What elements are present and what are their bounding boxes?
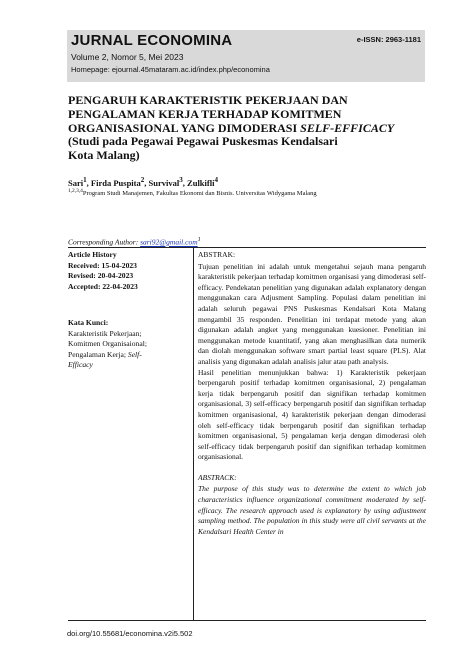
issn: e-ISSN: 2963-1181 bbox=[356, 35, 421, 44]
corresponding-email-link[interactable]: sari92@gmail.com bbox=[140, 237, 198, 247]
article-title bbox=[68, 94, 428, 163]
author-name: Survival bbox=[148, 177, 180, 188]
author-list: Sari$^1$, Firda Puspita$^2$, Survival$^3$, Zulkifli$^4$ bbox=[68, 176, 218, 188]
keywords-heading: Kata Kunci: bbox=[68, 318, 109, 327]
title-line: PENGARUH KARAKTERISTIK PEKERJAAN DAN bbox=[68, 93, 348, 107]
article-history bbox=[68, 250, 190, 292]
title-subtitle: (Studi pada Pegawai Pegawai Puskesmas Kendalsari bbox=[68, 134, 338, 149]
title-line-italic: SELF-EFFICACY bbox=[300, 120, 395, 135]
author-name: Sari bbox=[68, 177, 84, 188]
author-name: Firda Puspita bbox=[90, 177, 141, 188]
spacer bbox=[198, 463, 426, 473]
homepage-info: Homepage: ejournal.45mataram.ac.id/index.php/economina bbox=[71, 65, 270, 74]
abstract-paragraph: Hasil penelitian menunjukkan bahwa: 1) Karakteristik pekerjaan berpengaruh positif terhadap komitmen organisasional, 2) pengalaman kerja tidak berpengaruh positif dan signifikan terhadap komitmen organisasional, 3) self-efficacy berpengaruh positif dan signifikan terhadap komitmen organisasional, 4) karakteristik pekerjaan dengan dimoderasi oleh self-efficacy tidak berpengaruh positif dan signifikan terhadap komitmen organisasional, 5) pengalaman kerja dengan dimoderasi oleh self-efficacy tidak berpengaruh positif dan signifikan terhadap komitmen organisasional. bbox=[198, 367, 426, 462]
keyword: Pengalaman Kerja; bbox=[68, 349, 128, 359]
abstract-paragraph: Tujuan penelitian ini adalah untuk mengetahui sejauh mana pengaruh karakteristik pekerjaan terhadap komitmen organisasi yang dimoderasi self-efficacy. Pendekatan penelitian yang digunakan adalah explanatory dengan menggunakan cara Adjusment Sampling. Populasi dalam penelitian ini adalah seluruh pegawai PNS Puskesmas Kendalsari Kota Malang mengambil 35 responden. Penelitian ini terdapat metode yang akan digunakan adalah angket yang menggunakan kuesioner. Penelitian ini menggunakan metode kuantitatif, yang akan menghasilkan data numerik dan diolah menggunakan software smart partial least square (PLS). Alat analisis yang digunakan adalah analisis jalur atau path analysis. bbox=[198, 261, 426, 366]
doi-link[interactable]: doi.org/10.55681/economina.v2i5.502 bbox=[67, 629, 193, 638]
abstract-column bbox=[198, 250, 426, 537]
journal-name: JURNAL ECONOMINA bbox=[71, 32, 233, 49]
column-divider bbox=[193, 248, 194, 620]
keyword: Efficacy bbox=[68, 360, 93, 370]
abstract-en-label: ABSTRACK: bbox=[198, 472, 237, 482]
keyword: Karakteristik Pekerjaan; bbox=[68, 328, 142, 338]
history-heading: Article History bbox=[68, 250, 117, 259]
keywords bbox=[68, 318, 190, 371]
title-line: PENGALAMAN KERJA TERHADAP KOMITMEN bbox=[68, 106, 342, 121]
author-affiliation: $^{1,2,3,4}$Program Studi Manajemen, Fakultas Ekonomi dan Bisnis. Universitas Widygama Malang bbox=[68, 188, 317, 198]
title-subtitle: Kota Malang) bbox=[68, 148, 140, 163]
divider bbox=[68, 247, 426, 248]
received-date: Received: 15-04-2023 bbox=[68, 260, 137, 270]
author-name: Zulkifli bbox=[187, 177, 215, 188]
corresponding-author: Corresponding Author: sari92@gmail.com$^1$ bbox=[68, 236, 201, 247]
divider bbox=[68, 620, 426, 621]
journal-header bbox=[67, 30, 425, 82]
keyword: Komitmen Organisaional; bbox=[68, 339, 147, 349]
revised-date: Revised: 20-04-2023 bbox=[68, 271, 134, 281]
title-line: ORGANISASIONAL YANG DIMODERASI bbox=[68, 120, 301, 135]
keyword: Self- bbox=[127, 349, 142, 359]
abstract-en-paragraph: The purpose of this study was to determine the extent to which job characteristics influence organizational commitment moderated by self-efficacy. The research approach used is explanatory by using adjustment sampling method. The population in this study were all civil servants at the Kendalsari Health Center in bbox=[198, 484, 426, 536]
abstract-label: ABSTRAK: bbox=[198, 250, 236, 259]
accepted-date: Accepted: 22-04-2023 bbox=[68, 281, 138, 291]
volume-info: Volume 2, Nomor 5, Mei 2023 bbox=[71, 52, 184, 62]
